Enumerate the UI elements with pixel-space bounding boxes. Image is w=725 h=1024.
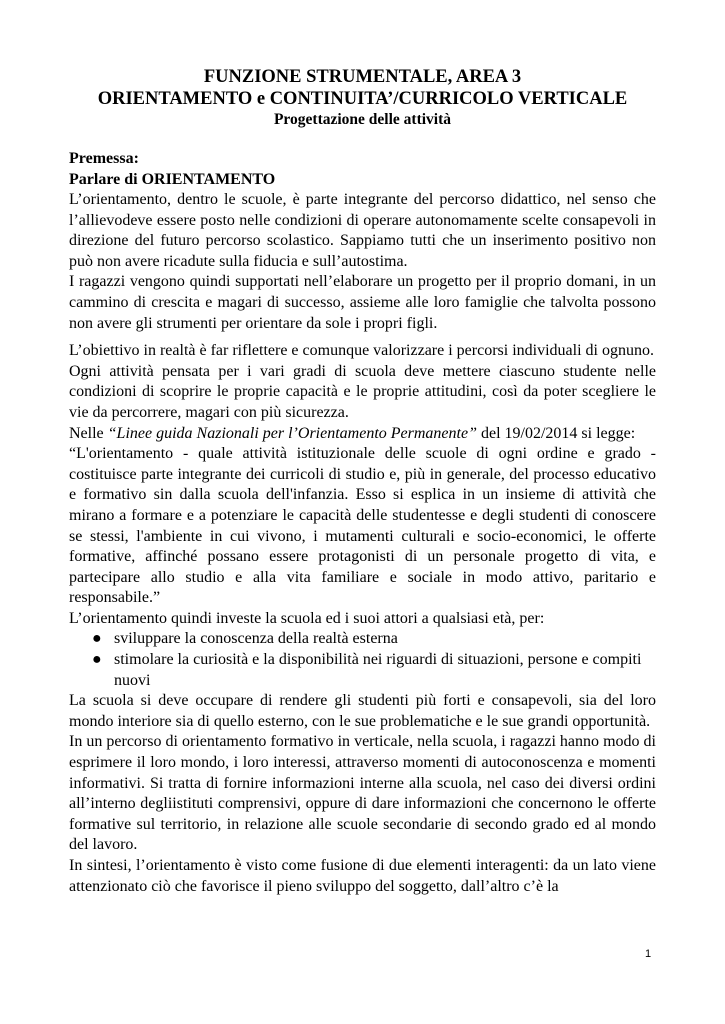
list-item-text: sviluppare la conoscenza della realtà esterna <box>114 630 398 648</box>
paragraph-3: L’obiettivo in realtà è far riflettere e comunque valorizzare i percorsi individuali di ognuno. <box>69 342 654 360</box>
section-heading: Parlare di ORIENTAMENTO <box>69 171 276 188</box>
page-number: 1 <box>645 948 652 960</box>
title-line-2: ORIENTAMENTO e CONTINUITA’/CURRICOLO VERTICALE <box>97 89 628 109</box>
subtitle: Progettazione delle attività <box>273 111 452 128</box>
list-item <box>92 650 656 691</box>
title-line-1: FUNZIONE STRUMENTALE, AREA 3 <box>203 67 522 87</box>
paragraph-1: L’orientamento, dentro le scuole, è parte integrante del percorso didattico, nel senso che l’allievodeve essere posto nelle condizioni di operare autonomamente scelte consapevoli in direzione del futuro percorso scolastico. Sappiamo tutti che un inserimento positivo non può non avere ricadute sulla fiducia e sull’autostima. <box>69 191 656 270</box>
list-item <box>92 629 656 650</box>
paragraph-5-post: del 19/02/2014 si legge: <box>476 424 636 442</box>
paragraph-5 <box>69 424 656 445</box>
list-item-text: stimolare la curiosità e la disponibilità nei riguardi di situazioni, persone e compiti nuovi <box>114 651 642 689</box>
premessa-heading: Premessa: <box>69 150 139 167</box>
paragraph-2: I ragazzi vengono quindi supportati nell’elaborare un progetto per il proprio domani, in un cammino di crescita e magari di successo, assieme alle loro famiglie che talvolta possono non avere gli strumenti per orientare da sole i propri figli. <box>69 273 656 332</box>
bullet-icon: ● <box>92 651 102 669</box>
paragraph-5-pre: Nelle <box>69 424 108 442</box>
guidelines-citation: “Linee guida Nazionali per l’Orientamento Permanente” <box>107 424 477 442</box>
paragraph-4: Ogni attività pensata per i vari gradi di scuola deve mettere ciascuno studente nelle condizioni di scoprire le proprie capacità e le proprie attitudini, così da poter scegliere le vie da percorrere, magari con più sicurezza. <box>69 362 656 421</box>
bullet-icon: ● <box>92 630 102 648</box>
bullet-list <box>69 629 656 691</box>
quote-paragraph: “L'orientamento - quale attività istituzionale delle scuole di ogni ordine e grado - costituisce parte integrante dei curricoli di studio e, più in generale, del processo educativo e formativo sin dalla scuola dell'infanzia. Esso si esplica in un insieme di attività che mirano a formare e a potenziare le capacità delle studentesse e degli studenti di conoscere se stessi, l'ambiente in cui vivono, i mutamenti culturali e socio-economici, le offerte formative, affinché possano essere protagonisti di un personale progetto di vita, e partecipare allo studio e alla vita familiare e sociale in modo attivo, paritario e responsabile.” <box>69 445 656 607</box>
paragraph-8: La scuola si deve occupare di rendere gli studenti più forti e consapevoli, sia del loro mondo interiore sia di quello esterno, con le sue problematiche e le sue grandi opportunità. <box>69 692 656 730</box>
paragraph-9: In un percorso di orientamento formativo in verticale, nella scuola, i ragazzi hanno modo di esprimere il loro mondo, i loro interessi, attraverso momenti di autoconoscenza e momenti informativi. Si tratta di fornire informazioni interne alla scuola, nel caso dei diversi ordini all’interno degliistituti comprensivi, oppure di dare informazioni che concernono le offerte formative sul territorio, in relazione alle scuole secondarie di secondo grado ed al mondo del lavoro. <box>69 733 656 854</box>
paragraph-10: In sintesi, l’orientamento è visto come fusione di due elementi interagenti: da un lato viene attenzionato ciò che favorisce il pieno sviluppo del soggetto, dall’altro c’è la <box>69 857 656 895</box>
document-page <box>69 66 656 897</box>
paragraph-7: L’orientamento quindi investe la scuola ed i suoi attori a qualsiasi età, per: <box>69 609 545 627</box>
